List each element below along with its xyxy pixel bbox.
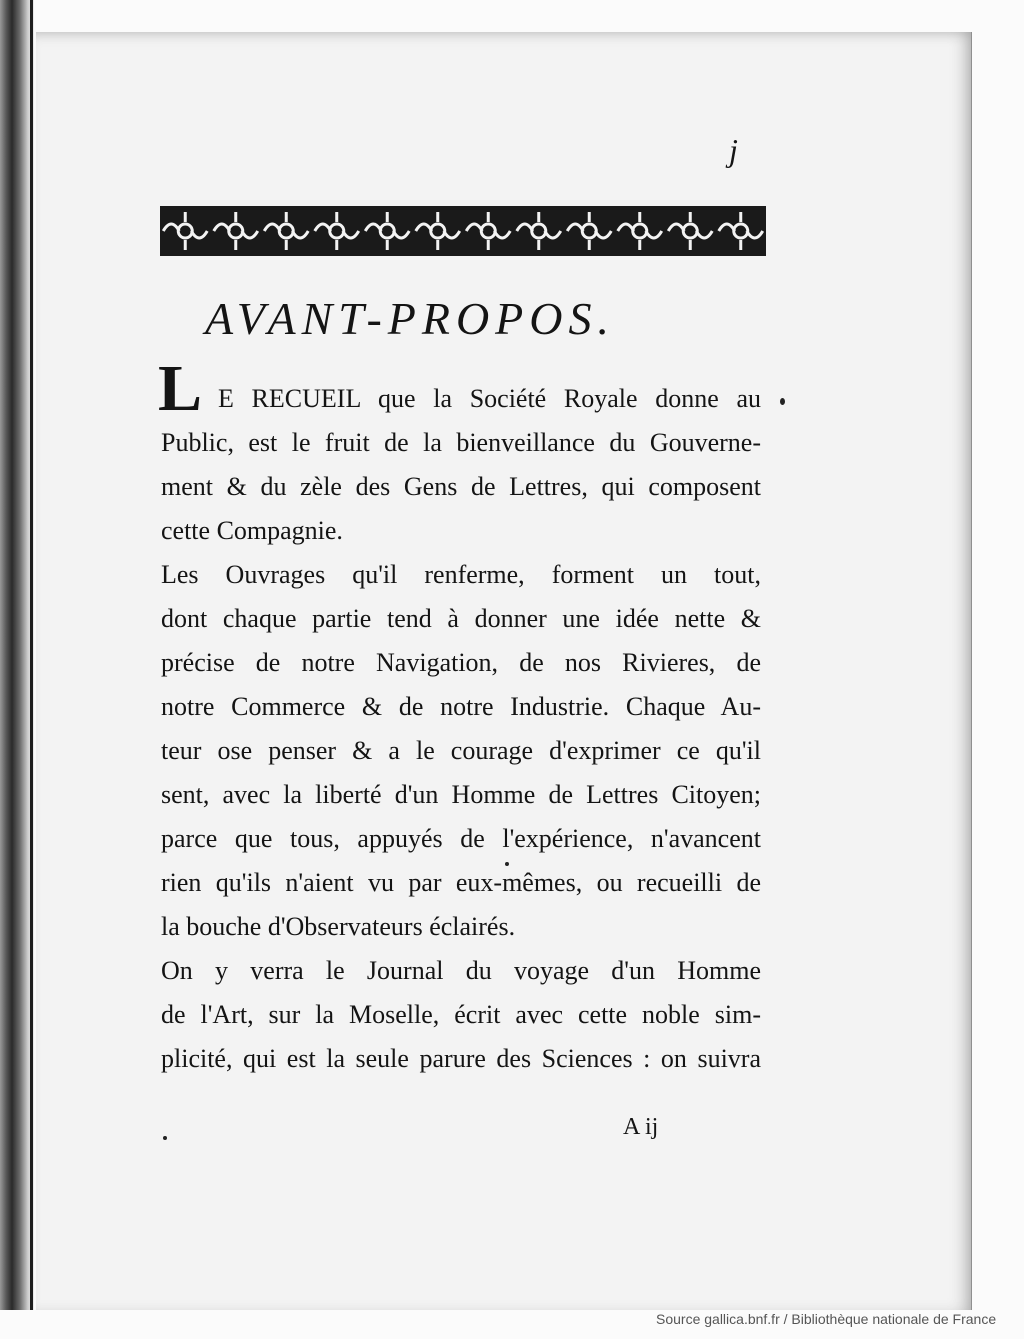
signature-mark: A ij [623,1114,659,1140]
binding-edge [30,0,33,1310]
text-line: E RECUEIL que la Société Royale donne au [218,384,761,413]
text-line: sent, avec la liberté d'un Homme de Lettres Citoyen; [161,780,761,809]
ink-speck [163,1136,167,1140]
text-line: la bouche d'Observateurs éclairés. [161,912,516,941]
page-title: AVANT-PROPOS. [205,293,615,344]
text-line: plicité, qui est la seule parure des Sciences : on suivra [161,1044,761,1073]
text-line: précise de notre Navigation, de nos Rivieres, de [161,648,761,677]
text-line: On y verra le Journal du voyage d'un Homme [161,956,761,985]
drop-cap: L [158,352,203,425]
text-line: teur ose penser & a le courage d'exprimer ce qu'il [161,736,761,765]
ink-speck [780,398,785,405]
book-binding [0,0,34,1310]
source-credit: Source gallica.bnf.fr / Bibliothèque nationale de France [656,1311,997,1327]
text-line: dont chaque partie tend à donner une idée nette & [161,604,761,633]
ink-speck [505,862,509,866]
text-line: Public, est le fruit de la bienveillance du Gouverne- [161,428,761,457]
text-line: Les Ouvrages qu'il renferme, forment un tout, [161,560,761,589]
text-line: ment & du zèle des Gens de Lettres, qui composent [161,472,761,501]
page-folio: j [729,132,738,168]
text-line: rien qu'ils n'aient vu par eux-mêmes, ou recueilli de [161,868,761,897]
text-line: parce que tous, appuyés de l'expérience, n'avancent [161,824,761,853]
printer-ornament-band [160,206,766,256]
text-line: de l'Art, sur la Moselle, écrit avec cette noble sim- [161,1000,761,1029]
text-line: notre Commerce & de notre Industrie. Chaque Au- [161,692,761,721]
text-line: cette Compagnie. [161,516,343,545]
